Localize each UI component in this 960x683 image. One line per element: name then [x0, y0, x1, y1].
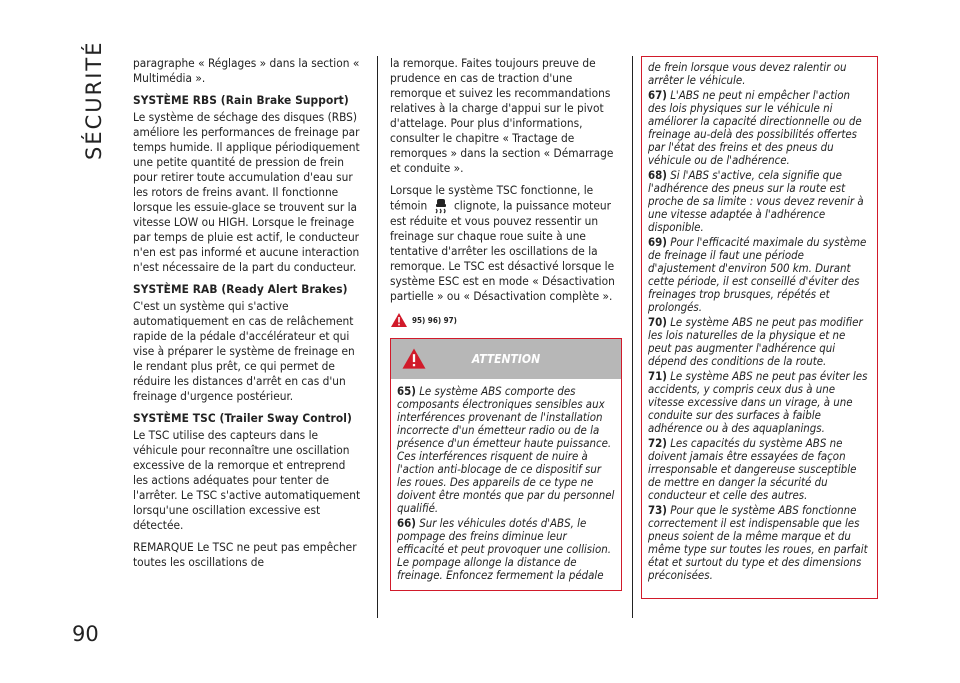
indicator-text-start: Lorsque le système TSC fonctionne, le témoin — [390, 183, 594, 213]
attention-item: 69) Pour l'efficacité maximale du système de freinage il faut une période d'ajustement d'environ 500 km. Durant cette période, il est conseillé d'éviter des freinages trop brusques, répétés et prolongés. — [648, 235, 867, 314]
rab-text: C'est un système qui s'active automatiquement en cas de relâchement rapide de la pédale d'accélérateur et qui vise à préparer le système de freinage en le rendant plus prêt, ce qui permet de réduire les distances d'arrêt en cas d'un freinage d'urgence postérieur. — [133, 299, 355, 403]
attention-item: 70) Le système ABS ne peut pas modifier les lois naturelles de la physique et ne peut pas augmenter l'adhérence qui dépend des conditions de la route. — [648, 315, 863, 368]
attention-item: 72) Les capacités du système ABS ne doivent jamais être essayées de façon irresponsable et dangereuse susceptible de mettre en danger la sécurité du conducteur et celle des autres. — [648, 436, 857, 502]
attention-title: ATTENTION — [471, 351, 541, 366]
rbs-text: Le système de séchage des disques (RBS) améliore les performances de freinage par temps humide. Il applique périodiquement une petite quantité de pression de frein pour retirer toute accumulation d'eau sur les rotors de freins avant. Il fonctionne lorsque les essuie-glace se trouvent sur la vitesse LOW ou HIGH. Lorsque le freinage par temps de pluie est actif, le conducteur n'en est pas informé et aucune interaction n'est nécessaire de la part du conducteur. — [133, 110, 360, 274]
tsc-text: Le TSC utilise des capteurs dans le véhicule pour reconnaître une oscillation excessive de la remorque et entreprend les actions adéquates pour tenter de l'arrêter. Le TSC s'active automatiquement lorsqu'une oscillation excessive est détectée. — [133, 428, 361, 532]
column-divider-1 — [377, 56, 378, 618]
page-number: 90 — [72, 622, 99, 646]
attention-item: 68) Si l'ABS s'active, cela signifie que l'adhérence des pneus sur la route est proche de sa limite : vous devez revenir à une vitesse adaptée à l'adhérence disponible. — [648, 168, 864, 234]
column-2 — [390, 56, 622, 591]
warning-refs-text: 95) 96) 97) — [412, 315, 457, 325]
warning-triangle-icon — [390, 312, 408, 328]
column-1 — [133, 56, 363, 577]
tsc-continuation: la remorque. Faites toujours preuve de prudence en cas de traction d'une remorque et suivez les recommandations relatives à la charge d'appui sur le pivot d'attelage. Pour plus d'informations, consulter le chapitre « Tractage de remorques » dans la section « Démarrage et conduite ». — [390, 56, 614, 175]
column-divider-2 — [632, 56, 633, 618]
warning-triangle-icon — [401, 347, 427, 370]
attention-item: 67) L'ABS ne peut ni empêcher l'action des lois physiques sur le véhicule ni améliorer la capacité directionnelle ou de freinage au-delà des possibilités offertes par l'état des freins et des pneus du véhicule ou de l'adhérence. — [648, 88, 862, 167]
rab-heading: SYSTÈME RAB (Ready Alert Brakes) — [133, 282, 348, 296]
indicator-text-end: clignote, la puissance moteur est réduite et vous pouvez ressentir un freinage sur chaque roue suite à une tentative d'arrêter les oscillations de la remorque. Le TSC est désactivé lorsque le système ESC est en mode « Désactivation partielle » ou « Désactivation complète ». — [390, 198, 615, 303]
attention-continuation-box — [641, 56, 878, 599]
skid-car-indicator-icon — [434, 198, 448, 214]
rbs-heading: SYSTÈME RBS (Rain Brake Support) — [133, 93, 349, 107]
tsc-heading: SYSTÈME TSC (Trailer Sway Control) — [133, 411, 352, 425]
intro-paragraph: paragraphe « Réglages » dans la section « Multimédia ». — [133, 56, 360, 85]
attention-item: 65) Le système ABS comporte des composants électroniques sensibles aux interférences provenant de l'installation incorrecte d'un émetteur radio ou de la présence d'un émetteur haute puissance. Ces interférences risquent de nuire à l'action anti-blocage de ce dispositif sur les roues. Des appareils de ce type ne doivent être montés que par du personnel qualifié. — [397, 384, 615, 515]
attention-continuation: de frein lorsque vous devez ralentir ou arrêter le véhicule. — [648, 60, 847, 87]
attention-box — [390, 338, 622, 591]
attention-item: 71) Le système ABS ne peut pas éviter les accidents, y compris ceux dus à une vitesse excessive dans un virage, à une conduite sur des surfaces à faible adhérence ou à des aquaplanings. — [648, 369, 868, 435]
remark-paragraph: REMARQUE Le TSC ne peut pas empêcher toutes les oscillations de — [133, 540, 357, 569]
attention-item: 73) Pour que le système ABS fonctionne correctement il est indispensable que les pneus soient de la même marque et du même type sur toutes les roues, en parfait état et surtout du type et des dimensions préconisées. — [648, 503, 868, 582]
tsc-indicator-paragraph — [390, 183, 622, 304]
attention-item: 66) Sur les véhicules dotés d'ABS, le pompage des freins diminue leur efficacité et peut provoquer une collision. Le pompage allonge la distance de freinage. Enfoncez fermement la pédale — [397, 516, 611, 582]
section-side-title: SÉCURITÉ — [82, 40, 106, 160]
warning-references — [390, 312, 622, 328]
attention-body — [391, 379, 621, 590]
attention-header — [391, 339, 621, 379]
